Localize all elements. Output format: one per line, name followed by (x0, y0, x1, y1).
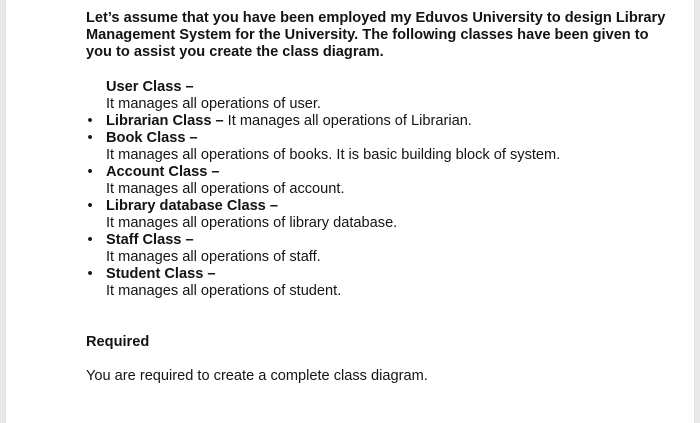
list-item-library-database-class (87, 198, 666, 232)
class-description: It manages all operations of staff. (106, 249, 321, 265)
bullet: • (87, 198, 93, 214)
bullet: • (87, 130, 93, 146)
class-name: Account Class – (106, 164, 220, 180)
class-name: Librarian Class – (106, 113, 224, 129)
class-name: Student Class – (106, 266, 216, 282)
class-name: Staff Class – (106, 232, 194, 248)
list-item-user-class (106, 79, 666, 113)
list-item-book-class (87, 130, 666, 164)
list-item-staff-class (87, 232, 666, 266)
class-description: It manages all operations of account. (106, 181, 345, 197)
list-item-account-class (87, 164, 666, 198)
class-name: Library database Class – (106, 198, 278, 214)
class-list (86, 79, 666, 300)
intro-paragraph: Let’s assume that you have been employed my Eduvos University to design Library Management System for the University. The following classes have been given to you to assist you create the class diagram. (86, 10, 666, 60)
class-description: It manages all operations of library database. (106, 215, 398, 231)
class-name: User Class – (106, 79, 194, 95)
required-text: You are required to create a complete class diagram. (86, 368, 428, 384)
class-description: It manages all operations of student. (106, 283, 342, 299)
required-heading: Required (86, 334, 150, 350)
document-page (6, 0, 694, 423)
bullet: • (87, 266, 93, 282)
document-content (86, 10, 666, 385)
class-description: It manages all operations of books. It is basic building block of system. (106, 147, 561, 163)
list-item-student-class (87, 266, 666, 300)
class-name: Book Class – (106, 130, 198, 146)
class-inline-description: It manages all operations of Librarian. (223, 113, 472, 129)
bullet: • (87, 232, 93, 248)
class-description: It manages all operations of user. (106, 96, 321, 112)
bullet: • (87, 113, 93, 129)
bullet: • (87, 164, 93, 180)
list-item-librarian-class (87, 113, 666, 130)
